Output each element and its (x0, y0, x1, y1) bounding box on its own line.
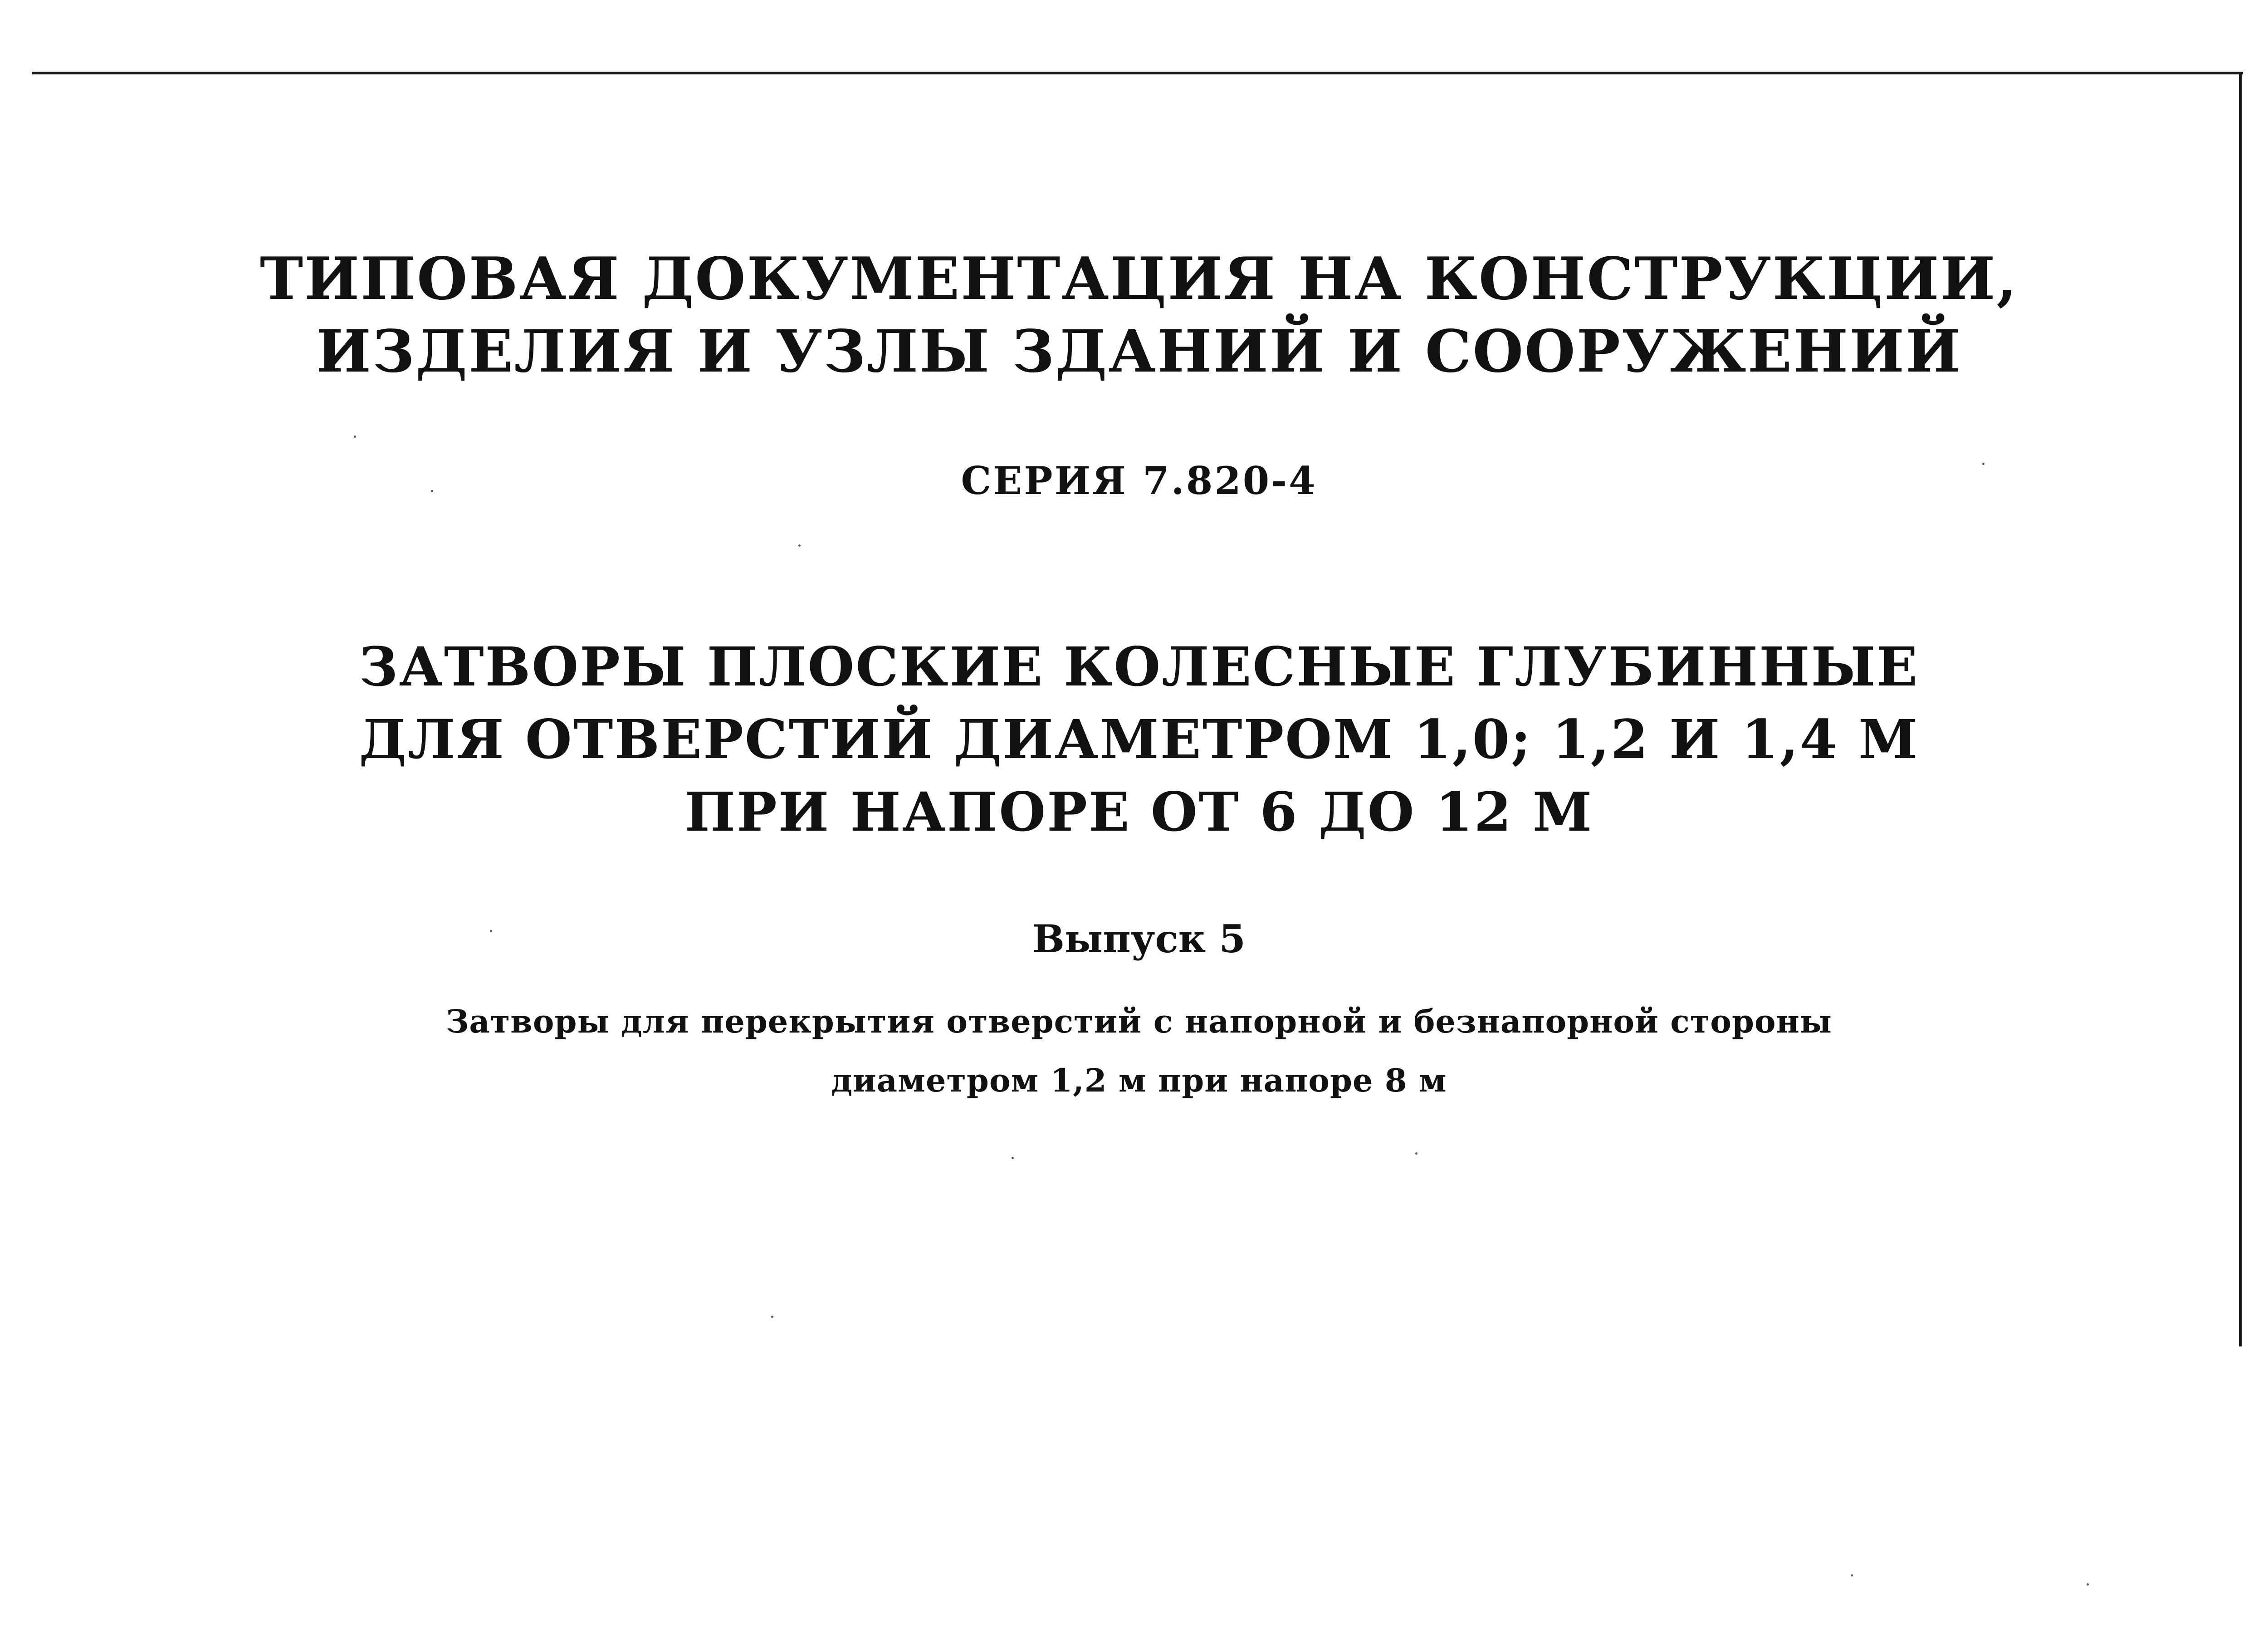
title-line-2: ДЛЯ ОТВЕРСТИЙ ДИАМЕТРОМ 1,0; 1,2 И 1,4 М (359, 708, 1919, 771)
scan-speck (1982, 463, 1984, 465)
scan-speck (1415, 1152, 1418, 1155)
title-line-3: ПРИ НАПОРЕ ОТ 6 ДО 12 М (684, 780, 1593, 843)
scan-speck (1012, 1157, 1014, 1159)
issue-number: Выпуск 5 (1032, 916, 1246, 961)
scan-speck (354, 436, 356, 438)
scan-speck (490, 930, 492, 932)
series-number: СЕРИЯ 7.820-4 (961, 458, 1317, 503)
page-frame-top-border (32, 72, 2243, 74)
scan-speck (2087, 1583, 2089, 1586)
scan-speck (798, 544, 801, 547)
scan-speck (431, 490, 433, 492)
scan-speck (1851, 1574, 1853, 1576)
header-line-1: ТИПОВАЯ ДОКУМЕНТАЦИЯ НА КОНСТРУКЦИИ, (259, 245, 2019, 313)
subtitle-line-2: диаметром 1,2 м при напоре 8 м (831, 1062, 1447, 1099)
header-line-2: ИЗДЕЛИЯ И УЗЛЫ ЗДАНИЙ И СООРУЖЕНИЙ (316, 318, 1962, 386)
scan-speck (771, 1316, 773, 1318)
title-line-1: ЗАТВОРЫ ПЛОСКИЕ КОЛЕСНЫЕ ГЛУБИННЫЕ (359, 635, 1919, 698)
subtitle-line-1: Затворы для перекрытия отверстий с напорной и безнапорной стороны (445, 1003, 1833, 1040)
